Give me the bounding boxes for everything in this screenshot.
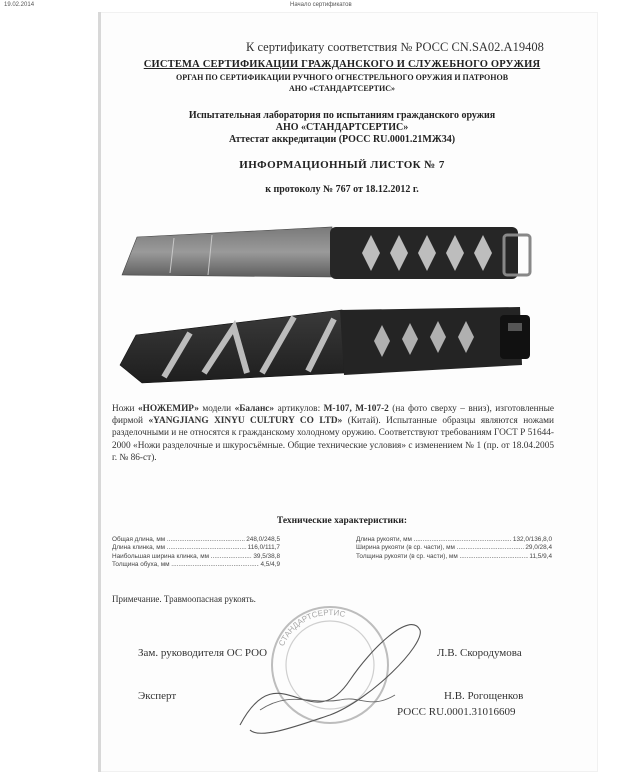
- specs-left: [112, 536, 280, 570]
- signatory-role-2: Эксперт: [138, 690, 177, 702]
- expert-registration: РОСС RU.0001.31016609: [397, 706, 516, 718]
- spec-row: Толщина рукояти (в ср. части), мм ..... 11,5/9,4: [356, 553, 552, 561]
- spec-row: Общая длина, мм ..... 248,0/248,5: [112, 536, 280, 544]
- info-sheet-title: ИНФОРМАЦИОННЫЙ ЛИСТОК № 7: [239, 159, 445, 171]
- page-edge: [98, 12, 101, 772]
- spec-row: Толщина обуха, мм ..... 4,5/4,9: [112, 561, 280, 569]
- protocol-line: к протоколу № 767 от 18.12.2012 г.: [265, 184, 419, 195]
- browser-title: Начало сертификатов: [290, 2, 352, 8]
- spec-row: Ширина рукояти (в ср. части), мм ..... 29,0/28,4: [356, 544, 552, 552]
- lab-org: АНО «СТАНДАРТСЕРТИС»: [275, 122, 409, 133]
- tech-specs-title: Технические характеристики:: [276, 516, 408, 526]
- browser-bar: [0, 0, 622, 12]
- knife-bottom: [120, 307, 530, 383]
- certification-system: СИСТЕМА СЕРТИФИКАЦИИ ГРАЖДАНСКОГО И СЛУЖЕБНОГО ОРУЖИЯ: [143, 59, 541, 70]
- knives-photo: [112, 215, 532, 395]
- signatory-name-2: Н.В. Рогощенков: [444, 690, 524, 702]
- spec-row: Наибольшая ширина клинка, мм ..... 39,5/38,8: [112, 553, 280, 561]
- lab-accreditation: Аттестат аккредитации (РОСС RU.0001.21МЖ34): [228, 134, 456, 145]
- official-stamp: [220, 590, 440, 750]
- signatory-role-1: Зам. руководителя ОС РОО: [138, 647, 268, 659]
- note: Примечание. Травмоопасная рукоять.: [112, 594, 256, 604]
- organization-name: АНО «СТАНДАРТСЕРТИС»: [289, 84, 395, 93]
- certificate-reference: К сертификату соответствия № РОСС CN.SA02.A19408: [246, 40, 544, 54]
- browser-date: 19.02.2014: [4, 2, 35, 8]
- lab-name: Испытательная лаборатория по испытаниям гражданского оружия: [188, 110, 496, 121]
- signatory-name-1: Л.В. Скородумова: [437, 647, 522, 659]
- knife-description: Ножи «НОЖЕМИР» модели «Баланс» артикулов: М-107, М-107-2 (на фото сверху – вниз), изготовленные фирмой «YANGJIANG XINYU CULTURY CO LTD» (Китай). Испытанные образцы являются ножами разделочными и не относятся к гражданскому холодному оружию. Соответствуют требованиям ГОСТ Р 51644-2000 «Ножи разделочные и шкуросъёмные. Общие технические условия» с изменением № 1 (пр. от 18.04.2005 г. № 86-ст).: [112, 404, 554, 463]
- spec-row: Длина клинка, мм ..... 116,0/111,7: [112, 544, 280, 552]
- certification-organ: ОРГАН ПО СЕРТИФИКАЦИИ РУЧНОГО ОГНЕСТРЕЛЬНОГО ОРУЖИЯ И ПАТРОНОВ: [175, 73, 509, 82]
- svg-text:СТАНДАРТСЕРТИС: СТАНДАРТСЕРТИС: [277, 607, 347, 648]
- spec-row: Длина рукояти, мм ..... 132,0/136,8,0: [356, 536, 552, 544]
- specs-right: [356, 536, 552, 561]
- knife-top: [122, 227, 530, 279]
